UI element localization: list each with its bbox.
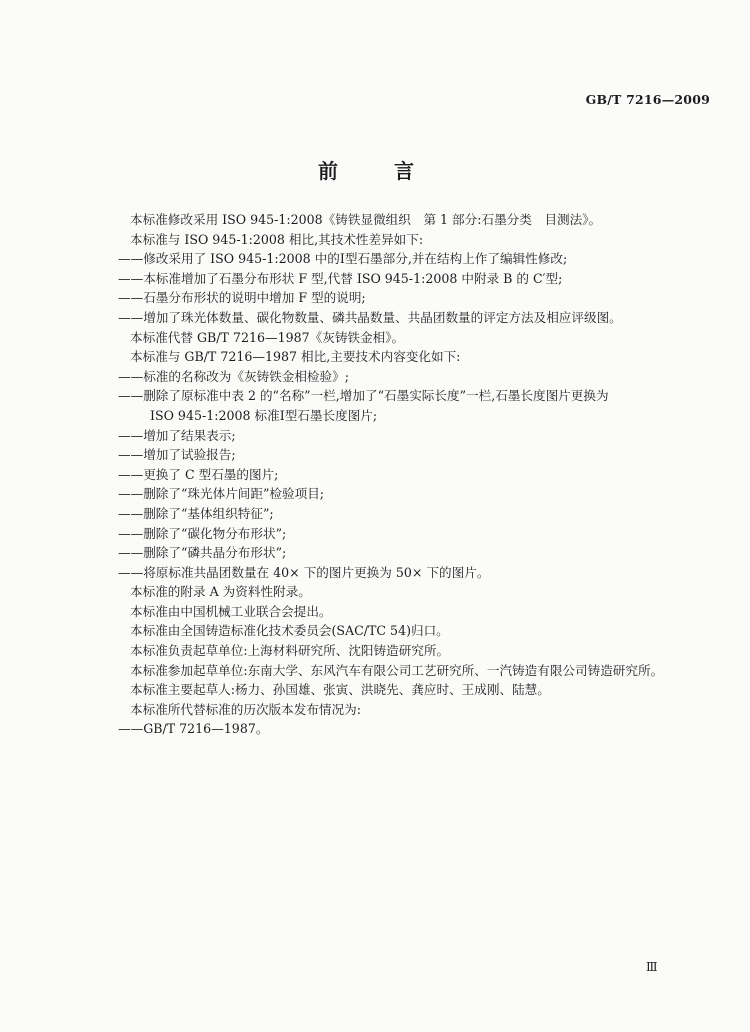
standard-number-header: GB/T 7216—2009 xyxy=(585,92,710,107)
dash-list-item: ——更换了 C 型石墨的图片; xyxy=(118,466,279,482)
paragraph: 本标准的附录 A 为资料性附录。 xyxy=(130,584,311,600)
paragraph: 本标准与 GB/T 7216—1987 相比,主要技术内容变化如下: xyxy=(130,349,461,365)
page-title: 前 言 xyxy=(318,159,432,183)
dash-list-item: ——增加了试验报告; xyxy=(118,447,236,463)
foreword-body xyxy=(118,210,698,739)
paragraph: 本标准由全国铸造标准化技术委员会(SAC/TC 54)归口。 xyxy=(130,623,449,639)
paragraph: 本标准主要起草人:杨力、孙国雄、张寅、洪晓先、龚应时、王成刚、陆慧。 xyxy=(130,682,550,698)
paragraph: 本标准与 ISO 945-1:2008 相比,其技术性差异如下: xyxy=(130,231,424,247)
paragraph: 本标准所代替标准的历次版本发布情况为: xyxy=(130,701,361,717)
dash-list-item: ——石墨分布形状的说明中增加 F 型的说明; xyxy=(118,290,366,306)
dash-list-item: ——标准的名称改为《灰铸铁金相检验》; xyxy=(118,368,349,384)
dash-list-item: ——本标准增加了石墨分布形状 F 型,代替 ISO 945-1:2008 中附录 B 的 C′型; xyxy=(118,270,563,286)
paragraph: 本标准代替 GB/T 7216—1987《灰铸铁金相》。 xyxy=(130,329,405,345)
dash-list-item: ——删除了“基体组织特征”; xyxy=(118,505,274,521)
paragraph: 本标准由中国机械工业联合会提出。 xyxy=(130,603,332,619)
paragraph: 本标准负责起草单位:上海材料研究所、沈阳铸造研究所。 xyxy=(130,643,450,659)
paragraph: 本标准修改采用 ISO 945-1:2008《铸铁显微组织 第 1 部分:石墨分类 目测法》。 xyxy=(130,212,602,227)
paragraph: 本标准参加起草单位:东南大学、东风汽车有限公司工艺研究所、一汽铸造有限公司铸造研究所。 xyxy=(130,662,664,678)
dash-list-item: ——将原标准共晶团数量在 40× 下的图片更换为 50× 下的图片。 xyxy=(118,564,490,580)
page-number: Ⅲ xyxy=(646,960,658,974)
list-item-continuation: ISO 945-1:2008 标准Ⅰ型石墨长度图片; xyxy=(150,407,378,423)
dash-list-item: ——增加了结果表示; xyxy=(118,427,236,443)
dash-list-item: ——删除了“磷共晶分布形状”; xyxy=(118,545,287,561)
dash-list-item: ——GB/T 7216—1987。 xyxy=(118,721,269,737)
dash-list-item: ——增加了珠光体数量、碳化物数量、磷共晶数量、共晶团数量的评定方法及相应评级图。 xyxy=(118,309,622,325)
dash-list-item: ——删除了原标准中表 2 的“名称”一栏,增加了“石墨实际长度”一栏,石墨长度图片更换为 xyxy=(118,388,609,404)
dash-list-item: ——删除了“珠光体片间距”检验项目; xyxy=(118,486,325,502)
dash-list-item: ——修改采用了 ISO 945-1:2008 中的Ⅰ型石墨部分,并在结构上作了编辑性修改; xyxy=(118,251,568,267)
dash-list-item: ——删除了“碳化物分布形状”; xyxy=(118,525,287,541)
